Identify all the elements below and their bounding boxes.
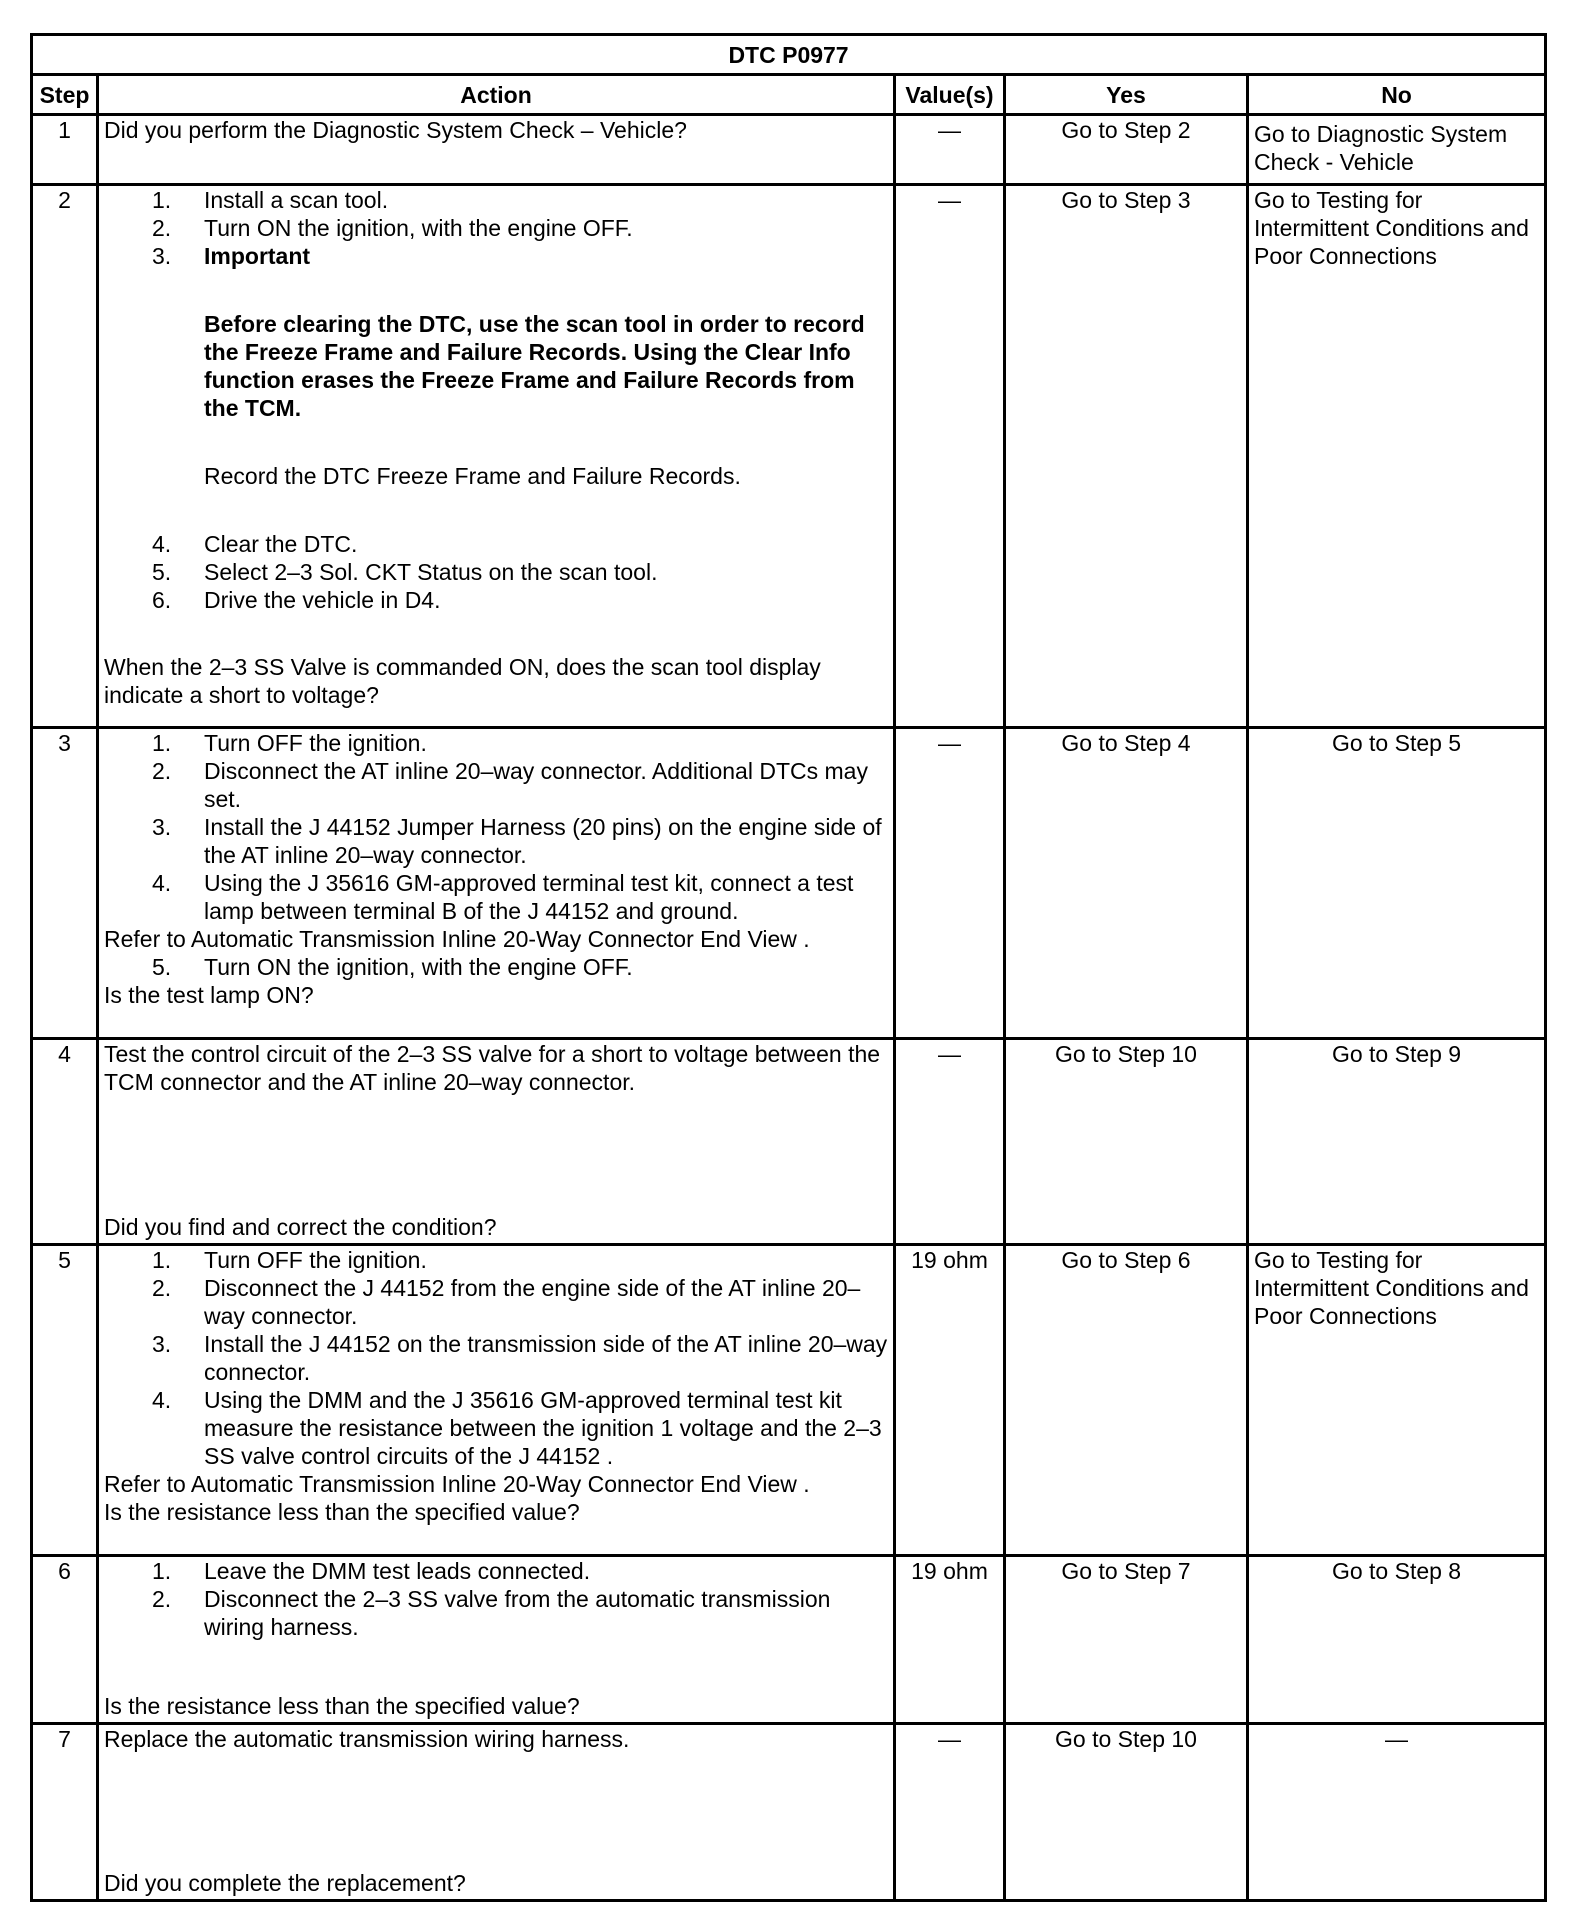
step-number: 5 xyxy=(32,1245,98,1556)
important-note: Before clearing the DTC, use the scan tool in order to record the Freeze Frame and Failure Records. Using the Clear Info function erases the Freeze Frame and Failure Records from the TCM. xyxy=(204,311,865,421)
action-text: Replace the automatic transmission wiring harness. xyxy=(104,1726,630,1752)
no-cell: Go to Testing for Intermittent Conditions and Poor Connections xyxy=(1248,185,1546,728)
question-text: Did you find and correct the condition? xyxy=(104,1214,497,1240)
dtc-table xyxy=(30,33,1547,1902)
step-list xyxy=(104,186,888,270)
header-values: Value(s) xyxy=(895,75,1005,115)
action-cell xyxy=(98,1245,895,1556)
table-row-step-1 xyxy=(32,115,1546,185)
no-cell: Go to Step 9 xyxy=(1248,1039,1546,1245)
step-number: 6 xyxy=(32,1556,98,1724)
action-cell xyxy=(98,185,895,728)
list-item: 2. Disconnect the 2–3 SS valve from the automatic transmission wiring harness. xyxy=(152,1586,831,1640)
value-cell: — xyxy=(895,728,1005,1039)
question-text: Is the test lamp ON? xyxy=(104,982,314,1008)
list-item: 1. Install a scan tool. xyxy=(152,187,389,213)
step-number: 7 xyxy=(32,1724,98,1901)
value-cell: — xyxy=(895,185,1005,728)
yes-cell: Go to Step 10 xyxy=(1005,1724,1248,1901)
table-row-step-3 xyxy=(32,728,1546,1039)
no-cell: — xyxy=(1248,1724,1546,1901)
question-text: Did you complete the replacement? xyxy=(104,1870,466,1896)
yes-cell: Go to Step 10 xyxy=(1005,1039,1248,1245)
action-cell xyxy=(98,728,895,1039)
action-cell xyxy=(98,1039,895,1245)
step-list xyxy=(104,1246,888,1470)
list-item: 2. Turn ON the ignition, with the engine OFF. xyxy=(152,215,633,241)
table-row-step-5 xyxy=(32,1245,1546,1556)
value-cell: — xyxy=(895,1724,1005,1901)
step-list xyxy=(104,729,888,925)
list-item: 3. Important xyxy=(152,243,311,269)
step-number: 2 xyxy=(32,185,98,728)
step-list xyxy=(104,530,888,614)
question-text: When the 2–3 SS Valve is commanded ON, does the scan tool display indicate a short to voltage? xyxy=(104,654,821,708)
header-action: Action xyxy=(98,75,895,115)
action-cell xyxy=(98,1724,895,1901)
refer-link-text: Refer to Automatic Transmission Inline 20-Way Connector End View . xyxy=(104,926,810,952)
step-list xyxy=(104,1557,888,1641)
record-note: Record the DTC Freeze Frame and Failure Records. xyxy=(204,463,741,489)
table-row-step-6 xyxy=(32,1556,1546,1724)
list-item: 3. Install the J 44152 on the transmission side of the AT inline 20–way connector. xyxy=(152,1331,888,1385)
value-cell: — xyxy=(895,115,1005,185)
refer-link-text: Refer to Automatic Transmission Inline 20-Way Connector End View . xyxy=(104,1471,810,1497)
header-step: Step xyxy=(32,75,98,115)
action-text: Did you perform the Diagnostic System Check – Vehicle? xyxy=(98,115,895,185)
yes-cell: Go to Step 6 xyxy=(1005,1245,1248,1556)
header-no: No xyxy=(1248,75,1546,115)
yes-cell: Go to Step 7 xyxy=(1005,1556,1248,1724)
list-item: 4. Clear the DTC. xyxy=(152,531,358,557)
action-cell xyxy=(98,1556,895,1724)
yes-cell: Go to Step 4 xyxy=(1005,728,1248,1039)
list-item: 6. Drive the vehicle in D4. xyxy=(152,587,441,613)
value-cell: 19 ohm xyxy=(895,1556,1005,1724)
list-item: 4. Using the DMM and the J 35616 GM-approved terminal test kit measure the resistance between the ignition 1 voltage and the 2–3 SS valve control circuits of the J 44152 . xyxy=(152,1387,882,1469)
no-cell: Go to Step 5 xyxy=(1248,728,1546,1039)
header-row xyxy=(32,75,1546,115)
table-row-step-7 xyxy=(32,1724,1546,1901)
list-item: 1. Turn OFF the ignition. xyxy=(152,730,427,756)
header-yes: Yes xyxy=(1005,75,1248,115)
list-item: 1. Leave the DMM test leads connected. xyxy=(152,1558,591,1584)
no-cell: Go to Diagnostic System Check - Vehicle xyxy=(1248,115,1546,185)
list-item: 5. Select 2–3 Sol. CKT Status on the scan tool. xyxy=(152,559,658,585)
step-number: 1 xyxy=(32,115,98,185)
list-item: 5. Turn ON the ignition, with the engine OFF. xyxy=(152,954,633,980)
list-item: 3. Install the J 44152 Jumper Harness (20 pins) on the engine side of the AT inline 20–way connector. xyxy=(152,814,882,868)
no-cell: Go to Testing for Intermittent Conditions and Poor Connections xyxy=(1248,1245,1546,1556)
question-text: Is the resistance less than the specified value? xyxy=(104,1499,580,1525)
step-number: 4 xyxy=(32,1039,98,1245)
value-cell: — xyxy=(895,1039,1005,1245)
list-item: 1. Turn OFF the ignition. xyxy=(152,1247,427,1273)
question-text: Is the resistance less than the specified value? xyxy=(104,1693,580,1719)
table-row-step-2 xyxy=(32,185,1546,728)
yes-cell: Go to Step 3 xyxy=(1005,185,1248,728)
list-item: 2. Disconnect the J 44152 from the engine side of the AT inline 20–way connector. xyxy=(152,1275,861,1329)
table-title: DTC P0977 xyxy=(32,35,1546,75)
action-text: Test the control circuit of the 2–3 SS valve for a short to voltage between the TCM connector and the AT inline 20–way connector. xyxy=(104,1041,881,1095)
no-cell: Go to Step 8 xyxy=(1248,1556,1546,1724)
table-row-step-4 xyxy=(32,1039,1546,1245)
list-item: 2. Disconnect the AT inline 20–way connector. Additional DTCs may set. xyxy=(152,758,868,812)
list-item: 4. Using the J 35616 GM-approved terminal test kit, connect a test lamp between terminal B of the J 44152 and ground. xyxy=(152,870,854,924)
yes-cell: Go to Step 2 xyxy=(1005,115,1248,185)
step-number: 3 xyxy=(32,728,98,1039)
value-cell: 19 ohm xyxy=(895,1245,1005,1556)
